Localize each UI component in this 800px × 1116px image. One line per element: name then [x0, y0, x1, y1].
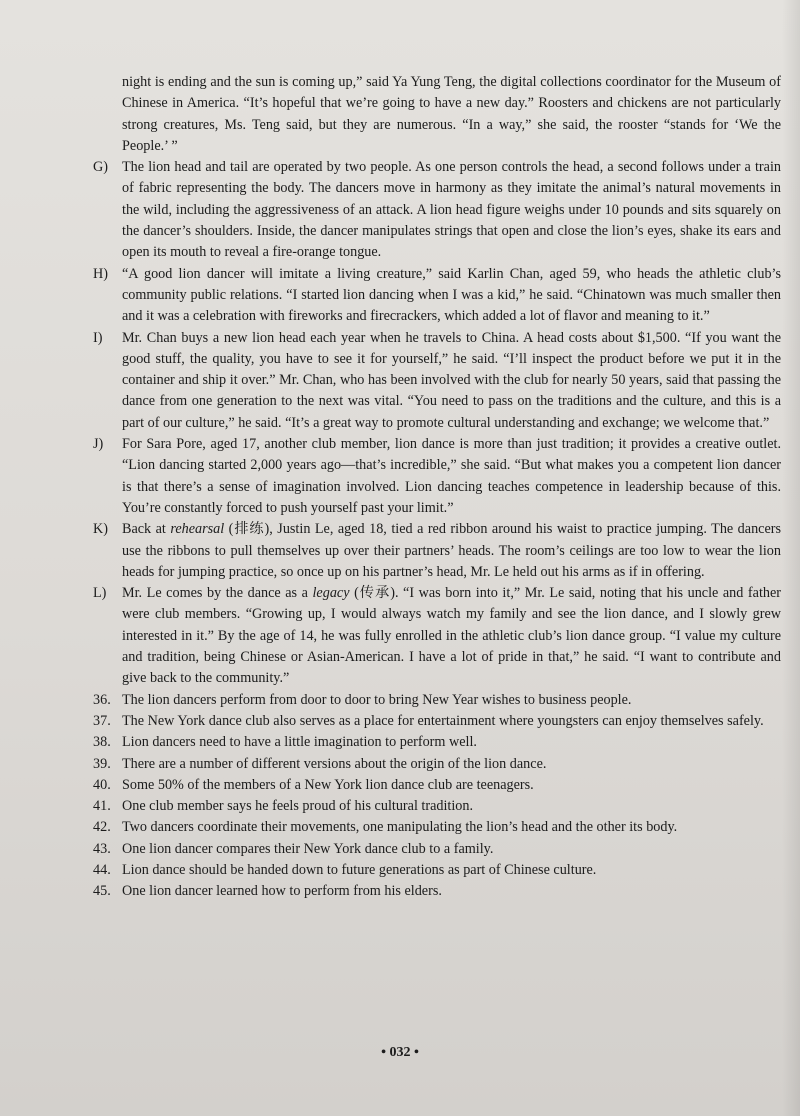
question-text: One club member says he feels proud of his cultural tradition. — [122, 798, 474, 815]
paragraph-text — [122, 519, 781, 583]
question-number: 43. — [93, 840, 111, 857]
question-number: 41. — [93, 798, 111, 815]
question-list — [93, 690, 781, 903]
question-number: 38. — [93, 734, 111, 751]
question-item — [93, 796, 781, 817]
paragraph-h — [93, 264, 781, 328]
question-item — [93, 839, 781, 860]
question-number: 40. — [93, 776, 111, 793]
question-number: 45. — [93, 883, 111, 900]
paragraph-continuation: night is ending and the sun is coming up,” said Ya Yung Teng, the digital collections coordinator for the Museum of Chinese in America. “It’s hopeful that we’re going to have a new day.” Roosters and chickens are not particularly strong creatures, Ms. Teng said, but they are numerous. “In a way,” she said, the rooster “stands for ‘We the People.’ ” — [122, 74, 781, 154]
question-text: Some 50% of the members of a New York lion dance club are teenagers. — [122, 776, 534, 793]
question-text: The New York dance club also serves as a place for entertainment where youngsters can enjoy themselves safely. — [122, 712, 764, 729]
paragraph-g — [93, 157, 781, 263]
question-number: 42. — [93, 819, 111, 836]
paragraph-j — [93, 434, 781, 519]
question-number: 39. — [93, 755, 111, 772]
paragraph-text — [122, 583, 781, 689]
text-run: Back at — [122, 521, 171, 538]
paragraph-label: L) — [93, 585, 107, 602]
question-item — [93, 817, 781, 838]
paragraph-label: I) — [93, 329, 103, 346]
question-item — [93, 754, 781, 775]
paragraph-label: J) — [93, 436, 104, 453]
paragraph-l — [93, 583, 781, 689]
paragraph-label: H) — [93, 265, 108, 282]
question-item — [93, 732, 781, 753]
italic-term: legacy — [312, 585, 350, 602]
chinese-gloss: (传承) — [349, 585, 395, 602]
paragraph-label: K) — [93, 521, 108, 538]
question-number: 37. — [93, 712, 111, 729]
question-item — [93, 881, 781, 902]
question-number: 44. — [93, 861, 111, 878]
question-text: One lion dancer compares their New York dance club to a family. — [122, 840, 494, 857]
paragraph-k — [93, 519, 781, 583]
question-number: 36. — [93, 691, 111, 708]
question-item — [93, 860, 781, 881]
question-text: Lion dancers need to have a little imagination to perform well. — [122, 734, 477, 751]
paragraph-text: “A good lion dancer will imitate a living creature,” said Karlin Chan, aged 59, who heads the athletic club’s community public relations. “I started lion dancing when I was a kid,” he said. “Chinatown was much smaller then and it was a celebration with fireworks and firecrackers, which added a lot of flavor and meaning to it.” — [122, 265, 781, 325]
question-text: Two dancers coordinate their movements, one manipulating the lion’s head and the other its body. — [122, 819, 678, 836]
paragraph-i — [93, 328, 781, 434]
page-number: • 032 • — [381, 1045, 419, 1060]
text-run: , Justin Le, aged 18, tied a red ribbon around his waist to practice jumping. The dancers use the ribbons to pull themselves up over their partners’ heads. The room’s ceilings are too low to wear the lion heads for jumping practice, so once up on his partner’s head, Mr. Le held out his arms as if in offering. — [122, 521, 782, 580]
question-text: Lion dance should be handed down to future generations as part of Chinese culture. — [122, 861, 597, 878]
text-run: Mr. Le comes by the dance as a — [122, 585, 313, 602]
page-edge-shadow — [782, 0, 800, 1116]
italic-term: rehearsal — [170, 521, 225, 538]
paragraph-text: Mr. Chan buys a new lion head each year when he travels to China. A head costs about $1,500. “If you want the good stuff, the quality, you have to see it for yourself,” he said. “I’ll inspect the product before we put it in the container and ship it over.” Mr. Chan, who has been involved with the club for nearly 50 years, said that passing the dance from one generation to the next was vital. “You need to pass on the traditions and the culture, and this is a part of our culture,” he said. “It’s a great way to promote cultural understanding and exchange; we welcome that.” — [122, 329, 781, 431]
text-run: . “I was born into it,” Mr. Le said, noting that his uncle and father were club members. “Growing up, I would always watch my family and see the lion dance, and I slowly grew interested in it.” By the age of 14, he was fully enrolled in the athletic club’s lion dance group. “I value my culture and tradition, being Chinese or Asian-American. I have a lot of pride in that,” he said. “I want to contribute and give back to the community.” — [122, 585, 782, 687]
question-text: One lion dancer learned how to perform from his elders. — [122, 883, 442, 900]
paragraph-text: For Sara Pore, aged 17, another club member, lion dance is more than just tradition; it provides a creative outlet. “Lion dancing started 2,000 years ago—that’s incredible,” she said. “But what makes you a competent lion dancer is that there’s a sense of imagination involved. Lion dancing teaches competence in leadership because of this. You’re constantly forced to push yourself past your limit.” — [122, 436, 781, 516]
paragraph-text: The lion head and tail are operated by two people. As one person controls the head, a second follows under a train of fabric representing the body. The dancers move in harmony as they imitate the animal’s natural movements in the wild, including the aggressiveness of an attack. A lion head figure weighs under 10 pounds and sits squarely on the dancer’s shoulders. Inside, the dancer manipulates strings that open and close the lion’s eyes, shake its ears and open its mouth to reveal a fire-orange tongue. — [122, 159, 781, 261]
paragraph-label: G) — [93, 159, 108, 176]
question-text: There are a number of different versions about the origin of the lion dance. — [122, 755, 547, 772]
question-item — [93, 690, 781, 711]
page-content — [93, 72, 781, 903]
question-item — [93, 711, 781, 732]
question-item — [93, 775, 781, 796]
question-text: The lion dancers perform from door to door to bring New Year wishes to business people. — [122, 691, 632, 708]
chinese-gloss: (排练) — [224, 521, 270, 538]
